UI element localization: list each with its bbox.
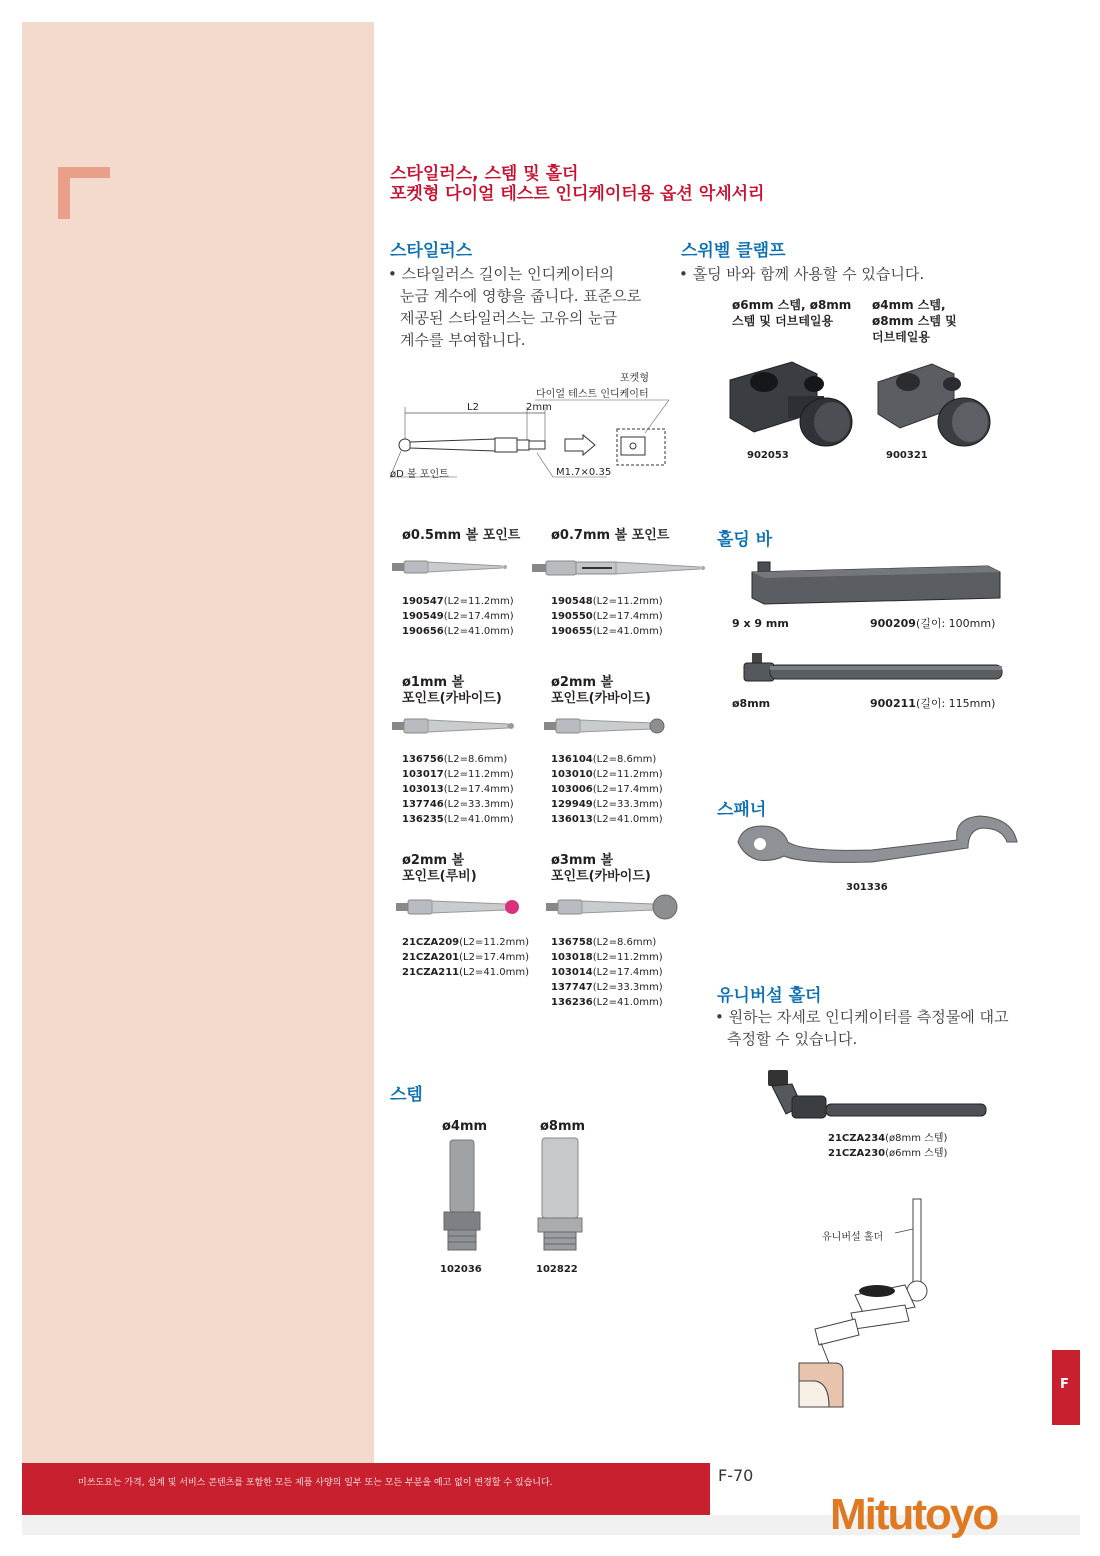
- code-row: 190655(L2=41.0mm): [551, 626, 663, 637]
- code-row: 21CZA230(ø6mm 스템): [828, 1148, 948, 1159]
- stylus-image-2mm-ruby: [396, 894, 526, 920]
- spanner-code: 301336: [846, 882, 888, 893]
- code-row: 136235(L2=41.0mm): [402, 814, 514, 825]
- universal-holder-heading: 유니버설 홀더: [717, 986, 822, 1006]
- stylus-item-title: [402, 675, 502, 707]
- swivel-clamp-image-902053: [722, 352, 857, 452]
- swivel-code-902053: 902053: [747, 450, 789, 461]
- title-line-2: 포켓형 다이얼 테스트 인디케이터용 옵션 악세서리: [390, 184, 765, 204]
- code-row: 190550(L2=17.4mm): [551, 611, 663, 622]
- stylus-code-list: [402, 935, 529, 980]
- stylus-desc-line: • 스타일러스 길이는 인디케이터의: [388, 265, 615, 283]
- title-line-1: 스타일러스, 스템 및 홀더: [390, 164, 579, 184]
- stylus-image-3mm-carbide: [546, 892, 681, 922]
- code-row: 103017(L2=11.2mm): [402, 769, 514, 780]
- swivel-item-label: [732, 297, 851, 329]
- holding-bar-length: (길이: 115mm): [915, 697, 996, 710]
- holding-bar-heading: 홀딩 바: [717, 530, 773, 550]
- code-row: 137747(L2=33.3mm): [551, 982, 663, 993]
- spanner-heading: 스패너: [717, 800, 767, 820]
- code-row: 129949(L2=33.3mm): [551, 799, 663, 810]
- diagram-label-2mm: 2mm: [526, 402, 552, 413]
- code-row: 190548(L2=11.2mm): [551, 596, 663, 607]
- mitutoyo-logo: Mitutoyo: [830, 1490, 998, 1539]
- stem-code-102822: 102822: [536, 1264, 578, 1275]
- pink-side-column: [22, 22, 374, 1464]
- holding-bar-code-row: [870, 696, 995, 711]
- section-tab-f: [1052, 1350, 1080, 1425]
- title-line: 포인트(카바이드): [551, 869, 651, 884]
- diagram-label-ball: øD 볼 포인트: [390, 469, 449, 480]
- code-row: 103014(L2=17.4mm): [551, 967, 663, 978]
- stylus-code-list: [551, 935, 663, 1010]
- stylus-code-list: [551, 594, 663, 639]
- universal-diagram-label: 유니버설 홀더: [822, 1232, 884, 1243]
- stylus-item-title: ø0.7mm 볼 포인트: [551, 528, 670, 543]
- label-line: ø6mm 스템, ø8mm: [732, 298, 852, 312]
- label-line: 더브테일용: [872, 330, 930, 344]
- universal-desc-line: 측정할 수 있습니다.: [727, 1030, 858, 1048]
- title-line: 포인트(루비): [402, 869, 477, 884]
- stem-size-8mm: ø8mm: [540, 1119, 586, 1134]
- stylus-item-title: [551, 675, 651, 707]
- code-row: 136104(L2=8.6mm): [551, 754, 657, 765]
- title-line: ø1mm 볼: [402, 675, 465, 690]
- universal-holder-description: [715, 1006, 1009, 1050]
- label-line: ø8mm 스템 및: [872, 314, 957, 328]
- code-row: 21CZA209(L2=11.2mm): [402, 937, 529, 948]
- stylus-image-2mm-carbide: [544, 714, 674, 738]
- holding-bar-code: 900211: [870, 697, 916, 710]
- label-line: ø4mm 스템,: [872, 298, 946, 312]
- code-row: 136758(L2=8.6mm): [551, 937, 657, 948]
- diagram-label-indicator: 다이얼 테스트 인디케이터: [536, 389, 649, 400]
- diagram-label-l2: L2: [467, 402, 479, 413]
- universal-holder-image: [762, 1066, 992, 1128]
- title-line: 포인트(카바이드): [551, 691, 651, 706]
- title-line: ø3mm 볼: [551, 853, 614, 868]
- title-line: 포인트(카바이드): [402, 691, 502, 706]
- swivel-clamp-description: • 홀딩 바와 함께 사용할 수 있습니다.: [679, 265, 925, 283]
- page-title: [390, 164, 764, 204]
- stem-code-102036: 102036: [440, 1264, 482, 1275]
- code-row: 103013(L2=17.4mm): [402, 784, 514, 795]
- stem-heading: 스템: [390, 1085, 423, 1105]
- holding-bar-code: 900209: [870, 617, 916, 630]
- code-row: 103010(L2=11.2mm): [551, 769, 663, 780]
- holding-bar-code-row: [870, 616, 995, 631]
- holding-bar-size: 9 x 9 mm: [732, 617, 789, 630]
- holding-bar-size: ø8mm: [732, 697, 771, 710]
- stem-size-4mm: ø4mm: [442, 1119, 488, 1134]
- stylus-desc-line: 눈금 계수에 영향을 줍니다. 표준으로: [400, 287, 642, 305]
- code-row: 21CZA234(ø8mm 스템): [828, 1133, 948, 1144]
- swivel-item-label: [872, 297, 957, 345]
- stylus-code-list: [551, 752, 663, 827]
- stem-image-4mm: [438, 1138, 488, 1253]
- stylus-item-title: [551, 853, 651, 885]
- code-row: 190547(L2=11.2mm): [402, 596, 514, 607]
- swivel-clamp-heading: 스위벨 클램프: [681, 241, 786, 261]
- title-line: ø2mm 볼: [402, 853, 465, 868]
- stylus-image-0.5mm: [392, 558, 517, 576]
- stylus-item-title: ø0.5mm 볼 포인트: [402, 528, 521, 543]
- diagram-label-pocket: 포켓형: [620, 373, 649, 384]
- swivel-code-900321: 900321: [886, 450, 928, 461]
- section-tab-label: F: [1060, 1377, 1069, 1392]
- label-line: 스템 및 더브테일용: [732, 314, 834, 328]
- holding-bar-image-square: [748, 560, 1003, 608]
- stylus-image-0.7mm: [532, 558, 712, 578]
- code-row: 21CZA201(L2=17.4mm): [402, 952, 529, 963]
- footer-disclaimer: 미쓰도요는 가격, 설계 및 서비스 콘텐츠를 포함한 모든 제품 사양의 일부 또는 모든 부분을 예고 없이 변경할 수 있습니다.: [78, 1478, 553, 1488]
- spanner-image: [732, 812, 1022, 872]
- footer-bar: [22, 1463, 710, 1515]
- code-row: 190549(L2=17.4mm): [402, 611, 514, 622]
- code-row: 103006(L2=17.4mm): [551, 784, 663, 795]
- stylus-heading: 스타일러스: [390, 241, 473, 261]
- corner-bracket-mark-vertical: [58, 167, 70, 219]
- code-row: 136236(L2=41.0mm): [551, 997, 663, 1008]
- code-row: 21CZA211(L2=41.0mm): [402, 967, 529, 978]
- code-row: 103018(L2=11.2mm): [551, 952, 663, 963]
- holding-bar-image-round: [740, 651, 1010, 687]
- stylus-desc-line: 제공된 스타일러스는 고유의 눈금: [400, 309, 618, 327]
- universal-code-list: [828, 1131, 947, 1161]
- stylus-image-1mm-carbide: [392, 716, 517, 736]
- code-row: 190656(L2=41.0mm): [402, 626, 514, 637]
- stylus-code-list: [402, 752, 514, 827]
- stem-image-8mm: [530, 1136, 590, 1254]
- title-line: ø2mm 볼: [551, 675, 614, 690]
- code-row: 136013(L2=41.0mm): [551, 814, 663, 825]
- diagram-label-thread: M1.7×0.35: [556, 467, 612, 478]
- swivel-clamp-image-900321: [872, 352, 992, 452]
- holding-bar-length: (길이: 100mm): [915, 617, 996, 630]
- universal-desc-line: • 원하는 자세로 인디케이터를 측정물에 대고: [715, 1008, 1009, 1026]
- stylus-code-list: [402, 594, 514, 639]
- page-number: F-70: [718, 1466, 754, 1485]
- code-row: 136756(L2=8.6mm): [402, 754, 508, 765]
- stylus-description: [388, 263, 641, 351]
- stylus-item-title: [402, 853, 477, 885]
- code-row: 137746(L2=33.3mm): [402, 799, 514, 810]
- stylus-desc-line: 계수를 부여합니다.: [400, 331, 526, 349]
